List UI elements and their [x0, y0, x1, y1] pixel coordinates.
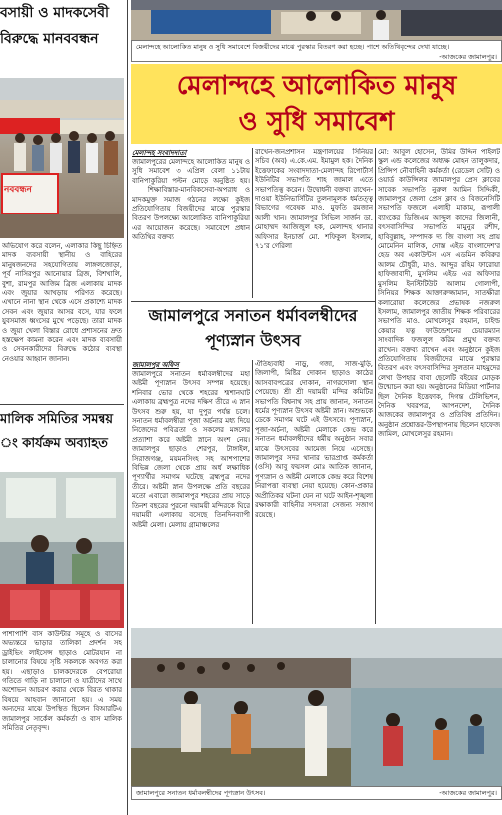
left-second-headline-line1: মালিক সমিতির সমন্বয়	[0, 412, 114, 427]
main-byline: মেলান্দহ সংবাদদাতা	[132, 149, 187, 157]
bus-interior-image	[0, 472, 124, 628]
protest-photo-image	[0, 78, 124, 238]
banner-text: নববন্ধন	[4, 185, 32, 195]
second-byline: জামালপুর অফিস	[132, 361, 179, 369]
river-bathing-image	[131, 628, 502, 786]
ceremony-image	[131, 0, 502, 40]
top-photo-caption-text: মেলান্দহে আলোকিত মানুষ ও সুধি সমাবেশে বিজয়ীদের মাঝে পুরস্কার বিতরণ করা হচ্ছে। পাশে অতিথিবৃন্দের দেখা যাচ্ছে।	[136, 43, 450, 51]
main-headline-line1: মেলান্দহে আলোকিত মানুষ	[176, 71, 457, 101]
second-article-top-rule	[131, 301, 375, 302]
second-headline-line1: জামালপুরে সনাতন ধর্মাবলম্বীদের	[148, 306, 358, 325]
second-article-col1: জামালপুরে সনাতন ধর্মাবলম্বীদের মহা অষ্টমী পূণ্যস্নান উৎসব সম্পন্ন হয়েছে। শনিবার ভোর থেকে শহরের শ্মশানঘাট এলাকায় ব্রহ্মপুত্র নদের দক্ষিণ তীরে এ স্নান উৎসব শুরু হয়, যা দুপুর পর্যন্ত চলে। সনাতন ধর্মাবলম্বীরা পূজা অর্চনার মধ্য দিয়ে নিজেদের পবিত্রতা ও সকলের মঙ্গলের প্রত্যাশা করে অষ্টমী স্নানে অংশ নেয়। জামালপুর ছাড়াও শেরপুর, টাঙ্গাইল, সিরাজগঞ্জ, ময়মনসিংহ সহ আশপাশের বিভিন্ন জেলা থেকে প্রায় অর্ধ লক্ষাধিক পূণ্যার্থীর সমাগম ঘটেছে ব্রহ্মপুত্র নদের তীরে। অষ্টমী স্নান উপলক্ষে প্রতি বছরের মতো এবারো জামালপুর শহরের প্রায় সাড়ে তিনশ বছরের পুরনো দয়াময়ী মন্দিরকে ঘিরে দয়াময়ী এলাকায় বসেছে তিনদিনব্যাপী অষ্টমী মেলা। মেলায় গ্রামাঞ্চলের	[132, 370, 250, 529]
main-article-col3: মো: আবুল হোসেন, উমির উদ্দিন পাইলট স্কুল এন্ড কলেজের অধ্যক্ষ মোহন তালুকদার, প্রিন্সিপ নৌবাহিনী কর্মকর্তা (রেডেল সেটি) ও ওয়ার্ড কাউন্সিলর জামালপুর প্রেস ক্লাবের সাবেক সভাপতি নুরুল আমিন সিদ্দিকী, জামালপুর জেলা প্রেস ক্লাব ও বিজনেসিটি সভাপতি ফজলে এলাহী মাকাম, রূপালী ব্যাংকের ডিজিএম আব্দুল কাদের জিলানী, বৎসবাসিন্দির সভাপতি মামুনুর রশীদ, হাবিবুল্লাহ, সম্পাদক দ্য জি বাংলা সহ প্রায় মোমেনিন মালিক, দোস্ত এইড বাংলাদেশ'র হেড অব একাউন্টস এস এডমিন কবিরুর আলম চৌধুরী, মাও. আব্দুর রহিম ফারোয়া হাফিজাবাদী, মুসলিম এইড এর অফিসার মুসলিম ইনস্টিটিউট আলাম গোলাপী, সিনিয়র শিক্ষক আক্তারুজ্জামান, সাতক্ষীরা কলারোয়া কলেজের প্রভাষক নজরুল ইসলাম, জামালপুর জাতীয় শিক্ষক পরিবারের সভাপতি মাও. মোখলেসুর রহমান, চাইল্ড কেয়ার যত্ন ফাউন্ডেশনের চেয়ারম্যান সাংবাদিক ফজলুল করিম প্রমুখ বক্তব্য রাখেন। বক্তব্য রাখেন এবং অনুষ্ঠানে কুইজ প্রতিযোগিতায় বিজয়ীদের মাঝে পুরস্কার বিতরণ এবং বৎসবাসিন্দির সুলতান মাহমুদের লেখা উপহার বাবা ছেলেটি বইয়ের মোড়ক উন্মোচন করা হয়। অনুষ্ঠানের মিডিয়া পার্টনার ছিল দৈনিক ইত্তেফাক, দিগন্ত টেলিভিশন, দৈনিক খবরপত্র, আপনদেশ, দৈনিক আজকের জামালপুর ও প্রতিবিম্ব প্রতিদিন। অনুষ্ঠান প্রশ্নোত্তর-উপস্থাপনায় ছিলেন হাফেজ জামিল, মোখলেসুর রহমান।	[378, 148, 500, 439]
main-article-col2: রাখেন-জনপ্রশাসন মন্ত্রণালয়ের সিনিয়র সচিব (অব) এ.কে.এম. ইমামুল হক। দৈনিক ইত্তেফাকের সংবাদদাতা-মেলান্দহ রিপোর্টার্স ইউনিটির সভাপতি শাহ জামাল এতে সভাপতিত্ব করেন। উদ্বোধনী বক্তব্য রাখেন-দাওয়া ইউনিভার্সিটির তুলনামূলক ধর্মতত্ত্ব বিভাগের গবেষক মাও. মুফতি রমজান আলী খান। জামালপুর সিভিল সার্জন ডা. মোহাম্মদ আজিজুল হক, মেলান্দহ থানার অফিসার ইনচার্জ মো. শফিকুল ইসলাম, ৭১'র গেরিলা	[255, 148, 373, 251]
top-photo-caption	[131, 40, 502, 62]
bottom-photo-caption	[131, 786, 502, 800]
left-bus-photo	[0, 472, 124, 628]
main-headline	[131, 64, 502, 144]
left-headline-line2: বিরুদ্ধে মানববন্ধন	[0, 31, 99, 47]
left-headline-block	[0, 0, 124, 78]
second-headline-line2: পূণ্যস্নান উৎসব	[205, 331, 301, 350]
second-headline	[131, 303, 375, 355]
left-second-headline-block	[0, 408, 124, 470]
left-headline-line1: বসায়ী ও মাদকসেবী	[0, 5, 110, 21]
bottom-photo-credit: -আজকের জামালপুর।	[439, 789, 497, 797]
second-col-divider	[252, 360, 253, 624]
left-article-body: অভিযোগ করে বলেন, এলাকার কিছু চিহ্নিত মাদক ব্যবসায়ী স্থানীয় ও বাহিরের মানুষজনদের সহযোগিতায় লাঙ্গলজোড়া, পূর্ব নাসিরপুর আনোয়ার ব্রিজ, বিশখালি, বুশা, রামপুর আজিম ব্রিজ এলাকায় মাদক এবং জুয়ার আখড়ায় পরিণত করেছে। এখানে নানা স্থান থেকে এসে প্রকাশ্যে মাদক সেবন এবং জুয়ার আসর বসে, যার ফলে যুবসমাজ ধ্বংসের মুখে পড়েছে। তারা মাদক ও জুয়া খেলা বিস্তার রোধে প্রশাসনের দ্রুত হস্তক্ষেপ কামনা করেন এবং মাদক ব্যবসায়ী ও সেবনকারীদের বিরুদ্ধে কঠোর ব্যবস্থা নেওয়ার আহ্বান জানান।	[2, 242, 122, 363]
column-divider	[127, 0, 128, 815]
main-headline-line2: ও সুধি সমাবেশ	[238, 107, 395, 137]
bottom-bathing-photo	[131, 628, 502, 786]
second-article-col2: ঐতিহ্যবাহী নাড়ু, গজা, সাজ-মুড়ি, জিলাপী, মিষ্টির দোকান ছাড়াও কাঠের আসবাবপত্রের দোকান, নাগরদোলা স্থান পেয়েছে। শ্রী শ্রী দয়াময়ী মন্দির কমিটির সভাপতি বিশ্বনাথ সহ প্রায় জানান, সনাতন ধর্মের পূণ্যস্নান উৎসব অষ্টমী স্নান। অশুভকে ডেকে সমাগম ঘটে এই উৎসবে। পূণ্যস্নান, পূজা-অর্চনা, অষ্টমী মেলাকে কেন্দ্র করে সনাতন ধর্মাবলম্বীদের ধর্মীয় অনুষ্ঠান সবার মাঝে উৎসবের আমেজ নিয়ে এসেছে। জামালপুর সদর থানার ভারপ্রাপ্ত কর্মকর্তা (ওসি) আবু ফয়সল মোঃ আতিক জানান, পূণ্যস্নান ও অষ্টমী মেলাকে কেন্দ্র করে বিশেষ নিরাপত্তা ব্যবস্থা নেয়া হয়েছে। কোন-প্রকার অপ্রীতিকর ঘটনা যেন না ঘটে আইন-শৃঙ্খলা রক্ষাকারী বাহিনীর সদস্যরা সেজন্য সজাগ রয়েছে।	[255, 360, 373, 519]
bottom-photo-caption-text: জামালপুরে সনাতন ধর্মাবলম্বীদের পূণ্যস্নান উৎসব।	[136, 789, 266, 797]
left-second-headline-line2: ং কার্যক্রম অব্যাহত	[0, 436, 108, 451]
top-ceremony-photo	[131, 0, 502, 40]
left-divider	[0, 404, 124, 405]
main-col-divider-2	[375, 148, 376, 624]
left-protest-photo	[0, 78, 124, 238]
main-article-col1: জামালপুরের মেলান্দহে আলোকিত মানুষ ও সুধি সমাবেশ ৩ এপ্রিল বেলা ১১টায় বানিপাকুরিয়া পল্টন মোড়ে অনুষ্ঠিত হয়। শিক্ষাবিস্তার-মানবিকসেবা-অপরাধ ও মাদকমুক্ত সমাজ গঠনের লক্ষ্যে কুইজ প্রতিযোগিতায় বিজয়ীদের মাঝে পুরস্কার বিতরণ উপলক্ষ্যে আলোকিত বানিপাকুরিয়া এর আয়োজন করেছে। সমাবেশে প্রধান অতিথির বক্তব্য	[132, 158, 250, 242]
main-col-divider-1	[252, 148, 253, 298]
top-photo-credit: -আজকের জামালপুর।	[439, 53, 497, 61]
left-second-article-body: পাশাপাশি বাস কাউন্টার সমূহে ও বাসের অভ্যন্তরে ভাড়ার তালিকা প্রদর্শন সহ ড্রাইভিং লাইসেন্স ছাড়াও মোটরযান না চালানোর বিষয়ে সৃষ্টি সকলকে অবগত করা হয়। এছাড়াও চালকদেরকে বেপরোয়া গতিতে গাড়ি না চালানো ও যাত্রীদের সাথে অশোভন আচরণ করার থেকে বিরত থাকার বিষয়ে আহবান জানানো হয়। এ সময় অন্যদের মাঝে উপস্থিত ছিলেন বিআরটিএ জামালপুর সার্কেল কর্মকর্তা ও বাস মালিক সমিতির নেতৃবৃন্দ।	[2, 630, 122, 733]
